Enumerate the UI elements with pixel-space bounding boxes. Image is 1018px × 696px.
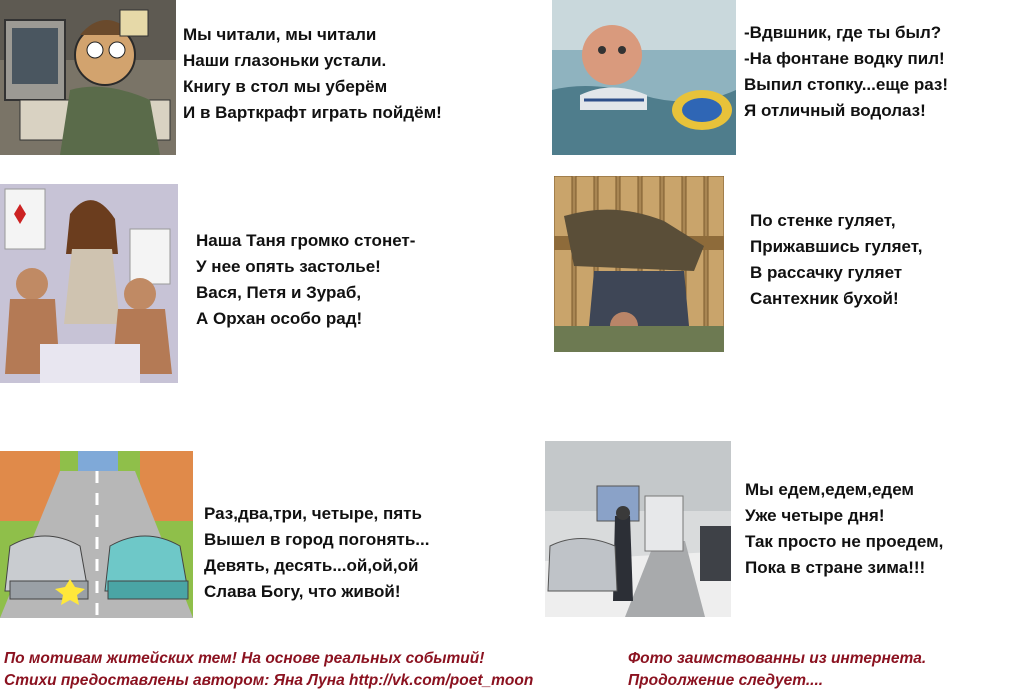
poem-line: -Вдвшник, где ты был? xyxy=(744,23,942,42)
poem-line: По стенке гуляет, xyxy=(750,211,896,230)
poem-street xyxy=(204,501,429,605)
poem-line: Так просто не проедем, xyxy=(745,532,944,551)
party-collage-photo xyxy=(0,184,178,383)
footer-motto: По мотивам житейских тем! На основе реальных событий! xyxy=(4,650,485,667)
poem-party xyxy=(196,228,415,332)
man-at-fence-photo xyxy=(554,176,724,352)
poem-fountain xyxy=(744,20,948,124)
poem-line: Пока в стране зима!!! xyxy=(745,558,926,577)
poem-line: Девять, десять...ой,ой,ой xyxy=(204,556,419,575)
poem-line: Книгу в стол мы уберём xyxy=(183,77,388,96)
poem-line: Выпил стопку...еще раз! xyxy=(744,75,949,94)
poem-line: А Орхан особо рад! xyxy=(196,309,363,328)
man-in-fountain-photo xyxy=(552,0,736,155)
poem-line: Мы читали, мы читали xyxy=(183,25,377,44)
poem-line: В рассачку гуляет xyxy=(750,263,903,282)
snowy-road-traffic-photo xyxy=(545,441,731,617)
poem-line: Раз,два,три, четыре, пять xyxy=(204,504,422,523)
poem-line: -На фонтане водку пил! xyxy=(744,49,945,68)
poem-computer xyxy=(183,22,442,126)
poem-line: Наша Таня громко стонет- xyxy=(196,231,416,250)
poem-line: Мы едем,едем,едем xyxy=(745,480,915,499)
footer-continued: Продолжение следует.... xyxy=(628,672,824,689)
footer-photo-source: Фото заимствованны из интернета. xyxy=(628,650,927,667)
poem-line: И в Варткрафт играть пойдём! xyxy=(183,103,442,122)
poem-line: Наши глазоньки устали. xyxy=(183,51,387,70)
poem-line: Сантехник бухой! xyxy=(750,289,899,308)
poem-line: Уже четыре дня! xyxy=(745,506,885,525)
poem-winter xyxy=(745,477,943,581)
cartoon-street-cars-photo xyxy=(0,451,193,618)
poem-line: Вася, Петя и Зураб, xyxy=(196,283,362,302)
footer-credits xyxy=(4,648,533,692)
cartoon-computer-user-photo xyxy=(0,0,176,155)
poem-line: Вышел в город погонять... xyxy=(204,530,430,549)
footer-author: Стихи предоставлены автором: Яна Луна http://vk.com/poet_moon xyxy=(4,672,534,689)
poem-line: Я отличный водолаз! xyxy=(744,101,926,120)
footer-notes xyxy=(628,648,926,692)
poem-line: Прижавшись гуляет, xyxy=(750,237,923,256)
poem-line: У нее опять застолье! xyxy=(196,257,381,276)
poem-line: Слава Богу, что живой! xyxy=(204,582,401,601)
poem-fence xyxy=(750,208,923,312)
